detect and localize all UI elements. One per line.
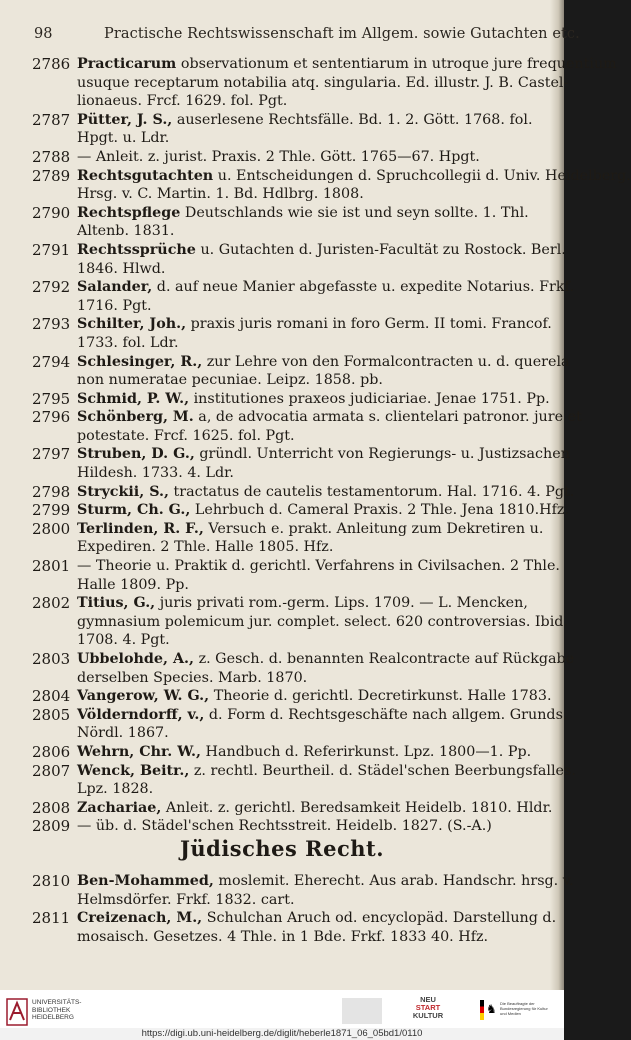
- entry-text: Hrsg. v. C. Martin. 1. Bd. Hdlbrg. 1808.: [77, 186, 364, 203]
- entry-text: zur Lehre von den Formalcontracten u. d. querela: [206, 353, 570, 370]
- eagle-icon: ♞: [486, 1002, 497, 1016]
- entry-text: derselben Species. Marb. 1870.: [77, 669, 308, 686]
- entry-author: Creizenach, M.,: [77, 910, 203, 927]
- entry-number: 2791: [32, 240, 71, 259]
- catalog-entry: [0, 278, 574, 315]
- entry-line: [77, 743, 539, 762]
- entry-author: Rechtspflege: [77, 204, 181, 221]
- entry-author: Sturm, Ch. G.,: [77, 502, 191, 519]
- entry-line: [77, 353, 570, 372]
- entry-number: 2810: [32, 872, 71, 890]
- catalog-entry: [0, 761, 576, 799]
- entry-line: [77, 427, 539, 446]
- catalog-entry: [0, 501, 569, 520]
- entry-line: [77, 909, 557, 928]
- entry-text: d. Form d. Rechtsgeschäfte nach allgem. Grunds.: [208, 706, 568, 723]
- entry-text: — Anleit. z. jurist. Praxis. 2 Thle. Gött. 1765—67. Hpgt.: [77, 148, 480, 165]
- catalog-entry: [0, 166, 631, 204]
- entry-text: Halle 1809. Pp.: [77, 576, 189, 593]
- entry-author: Schmid, P. W.,: [77, 390, 190, 407]
- partner-logo: [342, 998, 382, 1024]
- entry-text: Nördl. 1867.: [77, 725, 169, 742]
- entry-line: [77, 872, 574, 891]
- catalog-entry: [0, 352, 570, 390]
- entry-number: 2802: [32, 594, 71, 613]
- entry-number: 2794: [32, 352, 71, 371]
- entry-line: [77, 111, 539, 130]
- catalog-entry: [0, 872, 574, 909]
- entry-text: u. Entscheidungen d. Spruchcollegii d. Univ. Heidelberg.: [217, 167, 631, 184]
- entry-text: — üb. d. Städel'schen Rechtsstreit. Heidelb. 1827. (S.-A.): [77, 818, 492, 835]
- entry-line: [77, 631, 539, 650]
- catalog-entry: [0, 520, 564, 557]
- catalog-entry: [0, 482, 575, 502]
- german-flag-icon: [480, 1000, 484, 1020]
- entry-text: d. auf neue Manier abgefasste u. expedite Notarius. Frkf.: [156, 279, 574, 296]
- entry-line: [77, 74, 569, 93]
- entry-line: [77, 799, 553, 818]
- entry-text: institutiones praxeos judiciariae. Jenae 1751. Pp.: [193, 390, 550, 407]
- entry-text: Anleit. z. gerichtl. Beredsamkeit Heidelb. 1810. Hldr.: [165, 799, 553, 816]
- entry-line: [77, 445, 570, 464]
- entry-number: 2787: [32, 110, 71, 129]
- entry-text: moslemit. Eherecht. Aus arab. Handschr. hrsg. v.: [218, 873, 574, 889]
- entry-text: z. rechtl. Beurtheil. d. Städel'schen Beerbungsfalles.: [193, 762, 576, 779]
- federal-government-logo: ♞ Die Beauftragte der Bundesregierung für Kultur und Medien: [478, 996, 558, 1026]
- entry-number: 2807: [32, 761, 71, 780]
- catalog-entries-jewish-law: [0, 872, 574, 946]
- library-name: UNIVERSITÄTS- BIBLIOTHEK HEIDELBERG: [32, 999, 82, 1021]
- catalog-entry: [0, 390, 564, 409]
- entry-text: gymnasium polemicum jur. complet. select. 620 controversias. Ibid.: [77, 613, 568, 630]
- entry-number: 2795: [32, 389, 71, 408]
- entry-text: Deutschlands wie sie ist und seyn sollte. 1. Thl.: [184, 204, 529, 221]
- entry-number: 2809: [32, 817, 71, 836]
- catalog-entry: [0, 111, 564, 148]
- entry-line: [77, 538, 539, 557]
- entry-line: [77, 613, 568, 632]
- entry-line: [77, 55, 617, 74]
- catalog-entry: [0, 241, 564, 278]
- catalog-entry: [0, 408, 582, 445]
- entry-author: Schlesinger, R.,: [77, 353, 203, 370]
- entry-text: Lehrbuch d. Cameral Praxis. 2 Thle. Jena 1810.Hfz.: [194, 502, 569, 519]
- entry-text: Schulchan Aruch od. encyclopäd. Darstellung d.: [206, 910, 557, 927]
- entry-line: [77, 520, 544, 539]
- section-title: Jüdisches Recht.: [179, 836, 385, 861]
- entry-text: u. Gutachten d. Juristen-Facultät zu Rostock. Berl.: [200, 241, 566, 258]
- entry-number: 2801: [32, 557, 71, 576]
- entry-author: Ubbelohde, A.,: [77, 651, 195, 667]
- entry-text: — Theorie u. Praktik d. gerichtl. Verfahrens in Civilsachen. 2 Thle.: [77, 558, 560, 575]
- entry-text: mosaisch. Gesetzes. 4 Thle. in 1 Bde. Frkf. 1833 40. Hfz.: [77, 928, 489, 945]
- entry-text: Altenb. 1831.: [77, 223, 175, 240]
- entry-number: 2796: [32, 408, 71, 427]
- entry-line: [77, 594, 539, 613]
- entry-line: [77, 129, 539, 148]
- entry-text: auserlesene Rechtsfälle. Bd. 1. 2. Gött. 1768. fol.: [176, 111, 533, 128]
- page-header: [34, 26, 580, 46]
- entry-line: [77, 762, 576, 781]
- entry-number: 2800: [32, 519, 71, 538]
- entry-line: [77, 204, 539, 223]
- entry-line: [77, 483, 575, 502]
- catalog-entry: [0, 55, 617, 111]
- entry-author: Vangerow, W. G.,: [77, 688, 210, 705]
- page-number: 98: [34, 26, 53, 42]
- entry-line: [77, 650, 575, 669]
- entry-number: 2808: [32, 798, 71, 817]
- catalog-entry: [0, 799, 564, 818]
- entry-number: 2806: [32, 742, 71, 761]
- catalog-entry: [0, 204, 564, 241]
- entry-number: 2805: [32, 705, 71, 724]
- catalog-entry: [0, 557, 564, 594]
- entry-author: Struben, D. G.,: [77, 446, 195, 463]
- entry-line: [77, 780, 539, 799]
- entry-line: [77, 241, 566, 260]
- entry-author: Völderndorff, v.,: [77, 706, 205, 723]
- entry-number: 2804: [32, 687, 71, 706]
- entry-line: [77, 891, 539, 910]
- entry-number: 2811: [32, 909, 71, 928]
- entry-author: Ben-Mohammed,: [77, 873, 214, 889]
- entry-author: Rechtsgutachten: [77, 167, 214, 184]
- entry-line: [77, 297, 539, 316]
- entry-text: Expediren. 2 Thle. Halle 1805. Hfz.: [77, 539, 334, 556]
- entry-text: 1716. Pgt.: [77, 297, 152, 314]
- entry-text: 1708. 4. Pgt.: [77, 632, 170, 649]
- entry-text: Lpz. 1828.: [77, 781, 154, 798]
- entry-line: [77, 501, 569, 520]
- entry-text: Theorie d. gerichtl. Decretirkunst. Halle 1783.: [213, 688, 552, 705]
- entry-text: Versuch e. prakt. Anleitung zum Dekretiren u.: [208, 520, 544, 537]
- entry-number: 2790: [32, 203, 71, 222]
- entry-number: 2792: [32, 278, 71, 297]
- catalog-entry: [0, 445, 570, 482]
- entry-line: [77, 928, 539, 947]
- entry-line: [77, 464, 539, 483]
- entry-number: 2803: [32, 650, 71, 668]
- entry-number: 2798: [32, 482, 71, 501]
- university-library-logo-icon: [6, 998, 28, 1026]
- entry-line: [77, 92, 539, 111]
- entry-line: [77, 334, 539, 353]
- entry-text: usuque receptarum notabilia atq. singularia. Ed. illustr. J. B. Castel-: [77, 74, 569, 91]
- entry-text: tractatus de cautelis testamentorum. Hal. 1716. 4. Pgt.: [173, 483, 575, 500]
- entry-text: 1846. Hlwd.: [77, 260, 166, 277]
- entry-line: [77, 148, 539, 167]
- catalog-entry: [0, 315, 564, 352]
- entry-number: 2788: [32, 147, 71, 166]
- entry-line: [77, 390, 550, 409]
- catalog-entry: [0, 705, 568, 743]
- catalog-entries: [0, 55, 631, 836]
- entry-author: Schilter, Joh.,: [77, 316, 187, 333]
- entry-number: 2789: [32, 166, 71, 185]
- entry-author: Rechtssprüche: [77, 241, 196, 258]
- entry-number: 2786: [32, 55, 71, 73]
- running-title: Practische Rechtswissenschaft im Allgem. sowie Gutachten etc.: [104, 26, 580, 42]
- entry-author: Zachariae,: [77, 799, 162, 816]
- entry-line: [77, 817, 539, 836]
- entry-author: Pütter, J. S.,: [77, 111, 173, 128]
- source-url[interactable]: https://digi.ub.uni-heidelberg.de/diglit/heberle1871_06_05bd1/0110: [0, 1028, 564, 1040]
- catalog-entry: [0, 743, 564, 762]
- entry-line: [77, 315, 552, 334]
- entry-text: observationum et sententiarum in utroque jure frequentium: [180, 56, 617, 72]
- catalog-entry: [0, 594, 568, 650]
- entry-line: [77, 371, 539, 390]
- entry-text: juris privati rom.-germ. Lips. 1709. — L. Mencken,: [159, 595, 528, 612]
- catalog-entry: [0, 909, 564, 946]
- entry-author: Practicarum: [77, 56, 177, 72]
- entry-author: Titius, G.,: [77, 595, 156, 612]
- entry-author: Terlinden, R. F.,: [77, 520, 204, 537]
- entry-line: [77, 260, 539, 279]
- entry-text: Helmsdörfer. Frkf. 1832. cart.: [77, 891, 295, 908]
- entry-line: [77, 222, 539, 241]
- entry-text: lionaeus. Frcf. 1629. fol. Pgt.: [77, 93, 288, 110]
- catalog-entry: [0, 148, 564, 167]
- entry-text: z. Gesch. d. benannten Realcontracte auf Rückgabe: [198, 651, 575, 667]
- entry-text: a, de advocatia armata s. clientelari patronor. jure et: [198, 409, 582, 426]
- entry-text: Hildesh. 1733. 4. Ldr.: [77, 465, 234, 482]
- catalog-entry: [0, 650, 575, 687]
- entry-number: 2797: [32, 445, 71, 464]
- entry-line: [77, 557, 560, 576]
- neustart-kultur-logo: NEU START KULTUR: [412, 995, 444, 1020]
- entry-text: Handbuch d. Referirkunst. Lpz. 1800—1. Pp.: [205, 743, 532, 760]
- entry-text: 1733. fol. Ldr.: [77, 334, 179, 351]
- entry-line: [77, 687, 552, 706]
- entry-line: [77, 167, 631, 186]
- entry-line: [77, 576, 539, 595]
- catalog-entry: [0, 687, 564, 706]
- entry-author: Stryckii, S.,: [77, 483, 169, 500]
- entry-number: 2793: [32, 315, 71, 334]
- entry-text: Hpgt. u. Ldr.: [77, 130, 170, 147]
- catalog-entry: [0, 817, 564, 836]
- entry-line: [77, 408, 582, 427]
- entry-text: potestate. Frcf. 1625. fol. Pgt.: [77, 427, 295, 444]
- entry-line: [77, 278, 574, 297]
- entry-text: praxis juris romani in foro Germ. II tomi. Francof.: [190, 316, 552, 333]
- entry-text: non numeratae pecuniae. Leipz. 1858. pb.: [77, 372, 383, 389]
- entry-number: 2799: [32, 501, 71, 520]
- entry-author: Salander,: [77, 279, 153, 296]
- entry-author: Wehrn, Chr. W.,: [77, 743, 201, 760]
- entry-line: [77, 706, 568, 725]
- entry-author: Schönberg, M.: [77, 409, 194, 426]
- entry-line: [77, 185, 539, 204]
- entry-author: Wenck, Beitr.,: [77, 762, 190, 779]
- entry-line: [77, 724, 539, 743]
- entry-line: [77, 669, 539, 688]
- entry-text: gründl. Unterricht von Regierungs- u. Justizsachen: [199, 446, 570, 463]
